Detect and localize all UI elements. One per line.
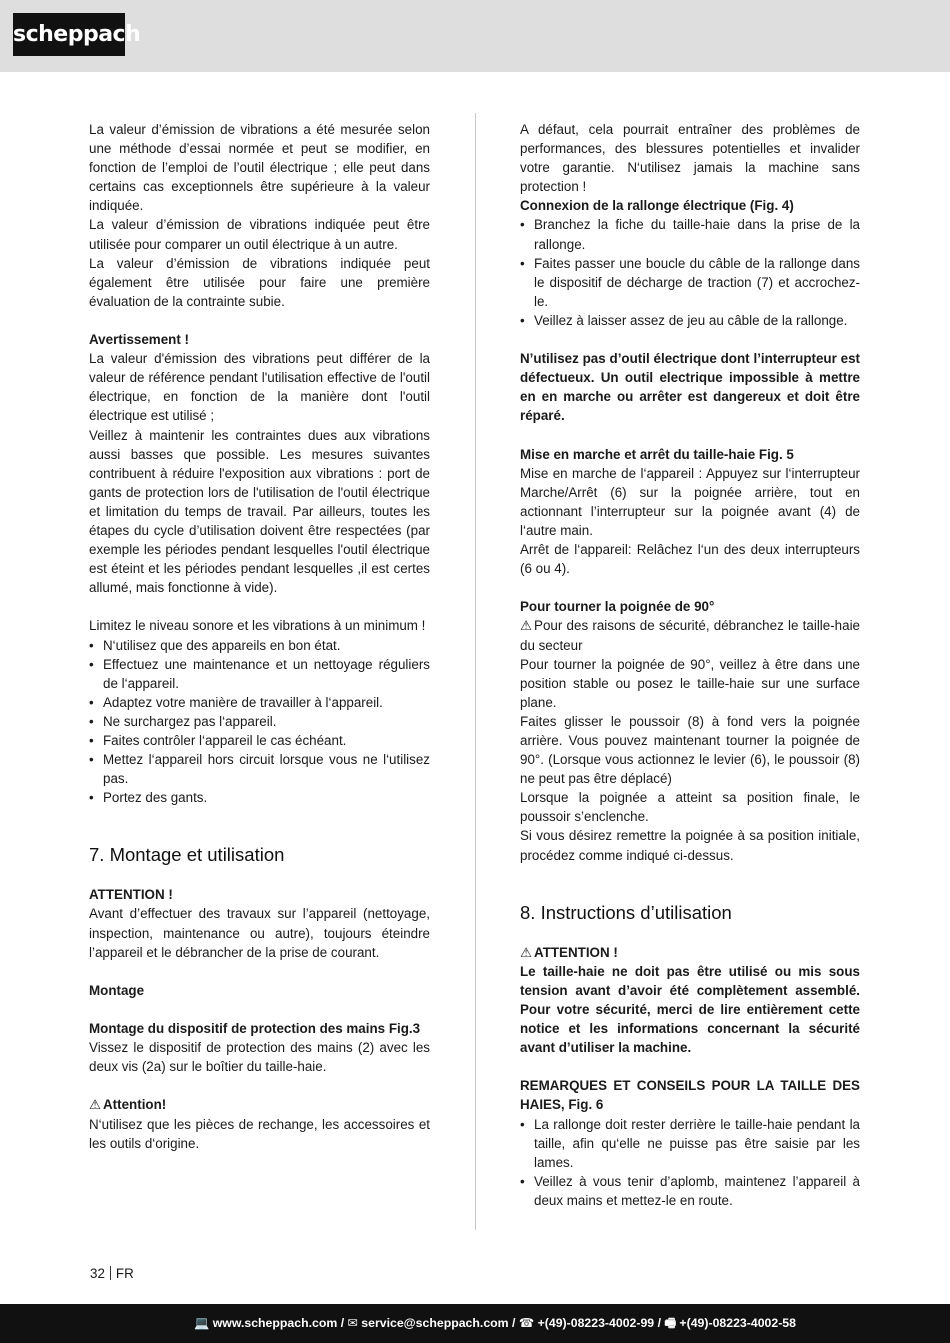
tips-bullet-list [520,1115,860,1210]
extension-heading: Connexion de la rallonge électrique (Fig. 4) [520,198,794,214]
header-band [0,0,950,72]
attention-2-paragraph: N‘utilisez que les pièces de rechange, les accessoires et les outils d‘origine. [89,1116,430,1151]
list-item: • Veillez à vous tenir d’aplomb, maintenez l’appareil à deux mains et mettez-le en route. [520,1172,860,1210]
hand-guard-heading: Montage du dispositif de protection des mains Fig.3 [89,1021,421,1037]
montage-heading: Montage [89,982,145,998]
left-column [89,120,430,1153]
right-column [520,120,860,1210]
rotate-handle-heading: Pour tourner la poignée de 90° [520,599,715,615]
list-item: • Branchez la fiche du taille-haie dans la prise de la rallonge. [520,215,860,253]
attention-paragraph: Le taille-haie ne doit pas être utilisé ou mis sous tension avant d’avoir été complètement assemblé. Pour votre sécurité, merci de lire entièrement cette notice et les informations concernant la sécurité avant d’utiliser la machine. [520,963,860,1056]
warning-paragraph-2: Veillez à maintenir les contraintes dues aux vibrations aussi basses que possible. Les mesures suivantes contribuent à réduire l'exposition aux vibrations : port de gants de protection lors de l'utilisation de l'outil électrique et limitation du temps de travail. Par ailleurs, toutes les étapes du cycle d’utilisation doivent être respectées (par exemple les périodes pendant lesquelles l'outil électrique est éteint et les périodes pendant lesquelles ,il est certes allumé, mais fonctionne à vide). [89,427,430,596]
extension-bullet-list [520,215,860,330]
list-item: • La rallonge doit rester derrière le taille-haie pendant la taille, afin qu‘elle ne puisse pas être saisie par les lames. [520,1115,860,1172]
on-off-heading: Mise en marche et arrêt du taille-haie Fig. 5 [520,446,794,462]
vibration-paragraph-1: La valeur d’émission de vibrations a été mesurée selon une méthode d’essai normée et peut se modifier, en fonction de l’emploi de l’outil électrique ; elle peut dans certains cas exceptionnels être supérieure à la valeur indiquée. [89,122,430,214]
attention-paragraph: Avant d’effectuer des travaux sur l’appareil (nettoyage, inspection, maintenance ou autre), toujours éteindre l’appareil et le débrancher de la prise de courant. [89,906,430,960]
limit-paragraph: Limitez le niveau sonore et les vibrations à un minimum ! [89,618,426,634]
rotate-paragraph-2: Faites glisser le poussoir (8) à fond vers la poignée arrière. Vous pouvez maintenant tourner la poignée de 90°. (Lorsque vous actionnez le levier (6), le poussoir (8) ne peut pas être déplacé) [520,713,860,787]
list-item: • Effectuez une maintenance et un nettoyage réguliers de l‘appareil. [89,655,430,693]
list-item: • Ne surchargez pas l‘appareil. [89,712,430,731]
page-separator [110,1266,111,1280]
list-item: • Veillez à laisser assez de jeu au câble de la rallonge. [520,311,860,330]
rotate-warning: ⚠ Pour des raisons de sécurité, débranchez le taille-haie du secteur [520,618,860,653]
warning-heading: Avertissement ! [89,332,189,348]
hand-guard-paragraph: Vissez le dispositif de protection des mains (2) avec les deux vis (2a) sur le boîtier du taille-haie. [89,1040,430,1075]
on-off-paragraph-1: Mise en marche de l‘appareil : Appuyez sur l‘interrupteur Marche/Arrêt (6) sur la poignée arrière, tout en actionnant l’interrupteur sur la poignée avant (4) de l‘autre main. [520,465,860,538]
safety-bullet-list [89,636,430,808]
vibration-paragraph-2: La valeur d’émission de vibrations indiquée peut être utilisée pour comparer un outil électrique à un autre. [89,217,430,252]
list-item: • Faites contrôler l‘appareil le cas échéant. [89,731,430,750]
list-item: • Mettez l‘appareil hors circuit lorsque vous ne l‘utilisez pas. [89,750,430,788]
list-item: • N‘utilisez que des appareils en bon état. [89,636,430,655]
footer-contact-bar [0,1304,950,1343]
list-item: • Faites passer une boucle du câble de la rallonge dans le dispositif de décharge de traction (7) et accrochez-le. [520,254,860,311]
section-7-heading: 7. Montage et utilisation [89,844,285,866]
attention-heading: ATTENTION ! [89,887,173,903]
tips-heading: REMARQUES ET CONSEILS POUR LA TAILLE DES HAIES, Fig. 6 [520,1078,860,1113]
section-8-heading: 8. Instructions d’utilisation [520,901,732,923]
rotate-paragraph-1: Pour tourner la poignée de 90°, veillez à être dans une position stable ou posez le taille-haie sur une surface plane. [520,656,860,710]
rotate-paragraph-3: Lorsque la poignée a atteint sa position finale, le poussoir s’enclenche. [520,790,860,825]
on-off-paragraph-2: Arrêt de l‘appareil: Relâchez l‘un des deux interrupteurs (6 ou 4). [520,542,860,577]
rotate-paragraph-4: Si vous désirez remettre la poignée à sa position initiale, procédez comme indiqué ci-dessus. [520,828,860,863]
list-item: • Portez des gants. [89,788,430,807]
warning-triangle-icon: ⚠ [520,618,533,634]
language-code: FR [115,1266,134,1281]
warning-paragraph-1: La valeur d'émission des vibrations peut différer de la valeur de référence pendant l'utilisation effective de l'outil électrique, en fonction de la manière dont l'outil électrique est utilisé ; [89,351,430,424]
contact-line: 💻 www.scheppach.com / ✉ service@scheppach.com / ☎ +(49)-08223-4002-99 / 🖷 +(49)-08223-4002-58 [193,1316,796,1330]
attention-2-heading: ⚠ Attention! [89,1095,430,1114]
switch-warning: N’utilisez pas d’outil électrique dont l’interrupteur est défectueux. Un outil electrique impossible à mettre en en marche ou arrêter est dangereux et doit être réparé. [520,351,860,424]
warning-triangle-icon: ⚠ [89,1097,102,1113]
column-divider [475,113,476,1230]
guard-paragraph: A défaut, cela pourrait entraîner des problèmes de performances, des blessures potentielles et invalider votre garantie. N‘utilisez jamais la machine sans protection ! [520,122,860,195]
brand-logo: scheppach [13,13,125,56]
list-item: • Adaptez votre manière de travailler à l‘appareil. [89,693,430,712]
page-number [90,1264,134,1283]
page-number-value: 32 [90,1266,105,1281]
attention-heading: ⚠ ATTENTION ! [520,943,860,962]
warning-triangle-icon: ⚠ [520,944,533,960]
vibration-paragraph-3: La valeur d’émission de vibrations indiquée peut également être utilisée pour faire une première évaluation de la contrainte subie. [89,255,430,309]
